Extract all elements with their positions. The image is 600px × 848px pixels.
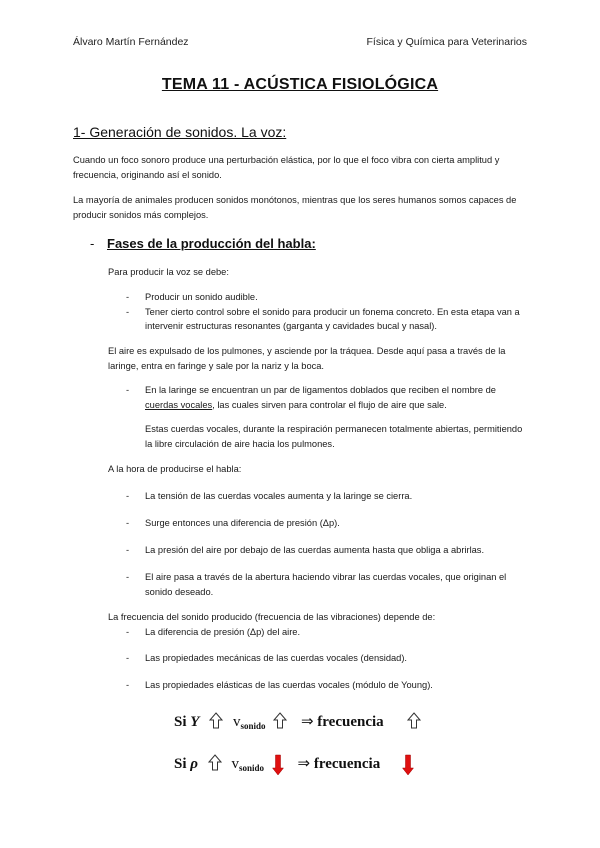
list-speech-3: [126, 543, 530, 558]
formula-young: [174, 712, 421, 734]
larynx-text-after: , las cuales sirven para controlar el flujo de aire que sale.: [212, 399, 447, 410]
list-item: - Tener cierto control sobre el sonido para producir un fonema concreto. En esta etapa van a intervenir estructuras resonantes (garganta y cavidades bucal y nasal).: [126, 305, 530, 334]
list-item: - La diferencia de presión (Δp) del aire.: [126, 625, 530, 640]
paragraph-air: El aire es expulsado de los pulmones, y asciende por la tráquea. Desde aquí pasa a través de la laringe, entra en faringe y sale por la nariz y la boca.: [108, 346, 506, 371]
formula-sub: sonido: [240, 721, 266, 731]
subsection-heading: [90, 236, 316, 251]
list-item: [126, 383, 530, 412]
speech-intro: A la hora de producirse el habla:: [108, 464, 242, 474]
formula-density: [174, 754, 414, 781]
list-item: - El aire pasa a través de la abertura haciendo vibrar las cuerdas vocales, que originan el sonido deseado.: [126, 570, 530, 599]
formula-v: v: [231, 756, 239, 772]
list-speech-2: [126, 516, 530, 531]
formula-result: frecuencia: [313, 756, 381, 772]
list-item: - La presión del aire por debajo de las cuerdas aumenta hasta que obliga a abrirlas.: [126, 543, 530, 558]
header-author: Álvaro Martín Fernández: [73, 36, 189, 48]
list-item: - Producir un sonido audible.: [126, 290, 530, 305]
list-speech-4: [126, 570, 530, 599]
implies-symbol: ⇒: [297, 756, 311, 772]
list-item: - Las propiedades elásticas de las cuerdas vocales (módulo de Young).: [126, 678, 530, 693]
list-voice: [126, 290, 530, 334]
list-freq-2: [126, 651, 530, 666]
up-arrow-icon: [209, 712, 223, 734]
implies-symbol: ⇒: [300, 714, 314, 730]
section-heading: 1- Generación de sonidos. La voz:: [73, 124, 287, 140]
formula-si: Si: [174, 756, 187, 772]
list-item: - Las propiedades mecánicas de las cuerdas vocales (densidad).: [126, 651, 530, 666]
subsection-heading-text: Fases de la producción del habla:: [107, 236, 316, 251]
up-arrow-icon: [273, 712, 287, 734]
down-arrow-icon: [402, 754, 414, 781]
formula-variable: Y: [190, 714, 200, 730]
larynx-text-before: En la laringe se encuentran un par de ligamentos doblados que reciben el nombre de: [145, 385, 496, 395]
formula-variable: ρ: [190, 756, 198, 772]
freq-intro: La frecuencia del sonido producido (frecuencia de las vibraciones) depende de:: [108, 612, 436, 622]
formula-v: v: [232, 714, 241, 730]
intro-voice: Para producir la voz se debe:: [108, 267, 229, 277]
formula-result: frecuencia: [317, 714, 384, 730]
formula-speed: [233, 714, 266, 730]
list-larynx: [126, 383, 530, 412]
paragraph-focus: Cuando un foco sonoro produce una perturbación elástica, por lo que el foco vibra con cierta amplitud y frecuencia, originando así el sonido.: [73, 155, 500, 180]
formula-sub: sonido: [239, 763, 265, 773]
paragraph-animals: La mayoría de animales producen sonidos monótonos, mientras que los seres humanos somos capaces de producir sonidos más complejos.: [73, 195, 517, 220]
list-speech-1: [126, 489, 530, 504]
paragraph-breathing: Estas cuerdas vocales, durante la respiración permanecen totalmente abiertas, permitiendo la libre circulación de aire hacia los pulmones.: [145, 424, 523, 449]
list-item: - La tensión de las cuerdas vocales aumenta y la laringe se cierra.: [126, 489, 530, 504]
formula-speed: [232, 756, 265, 772]
header-course: Física y Química para Veterinarios: [366, 36, 527, 48]
formula-si: Si: [174, 714, 187, 730]
down-arrow-icon: [272, 754, 284, 781]
list-item: - Surge entonces una diferencia de presión (Δp).: [126, 516, 530, 531]
subsection-dash: -: [90, 236, 95, 251]
page-title: TEMA 11 - ACÚSTICA FISIOLÓGICA: [161, 76, 439, 93]
up-arrow-icon: [208, 754, 222, 776]
list-freq-1: [126, 625, 530, 640]
vocal-cords-term: cuerdas vocales: [145, 399, 213, 410]
list-freq-3: [126, 678, 530, 693]
up-arrow-icon: [407, 712, 421, 734]
